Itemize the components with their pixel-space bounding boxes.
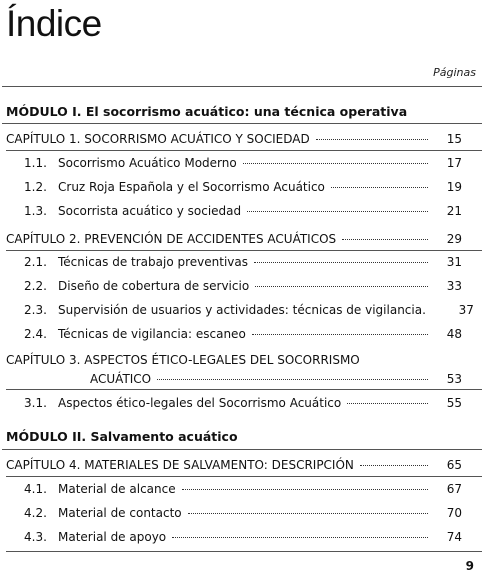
section-title: Supervisión de usuarios y actividades: técnicas de vigilancia. bbox=[58, 303, 426, 317]
top-divider bbox=[2, 86, 482, 87]
folio-page-number: 9 bbox=[465, 559, 474, 573]
toc-section-entry bbox=[24, 278, 462, 294]
module-heading: MÓDULO II. Salvamento acuático bbox=[6, 429, 238, 444]
dot-leader bbox=[316, 139, 428, 140]
page-number: 21 bbox=[446, 204, 462, 218]
section-number: 2.3. bbox=[24, 303, 47, 317]
chapter-divider bbox=[6, 476, 482, 477]
page-number: 65 bbox=[446, 458, 462, 472]
toc-section-entry bbox=[24, 254, 462, 270]
section-number: 3.1. bbox=[24, 396, 47, 410]
toc-chapter-entry bbox=[6, 231, 462, 247]
chapter-title: CAPÍTULO 4. MATERIALES DE SALVAMENTO: DESCRIPCIÓN bbox=[6, 458, 354, 472]
page-number: 33 bbox=[446, 279, 462, 293]
page-number: 53 bbox=[446, 372, 462, 386]
dot-leader bbox=[243, 163, 428, 164]
dot-leader bbox=[252, 334, 428, 335]
page-number: 48 bbox=[446, 327, 462, 341]
dot-leader bbox=[172, 537, 428, 538]
toc-section-entry bbox=[24, 326, 462, 342]
section-title: Material de alcance bbox=[58, 482, 176, 496]
chapter-divider bbox=[6, 250, 482, 251]
section-title: Cruz Roja Española y el Socorrismo Acuático bbox=[58, 180, 325, 194]
page-number: 67 bbox=[446, 482, 462, 496]
chapter-title: CAPÍTULO 3. ASPECTOS ÉTICO-LEGALES DEL SOCORRISMO bbox=[6, 353, 360, 367]
module-divider bbox=[2, 123, 482, 124]
page-number: 19 bbox=[446, 180, 462, 194]
section-number: 1.3. bbox=[24, 204, 47, 218]
section-number: 2.4. bbox=[24, 327, 47, 341]
page-number: 31 bbox=[446, 255, 462, 269]
section-title: Técnicas de vigilancia: escaneo bbox=[58, 327, 246, 341]
page-title: Índice bbox=[6, 3, 102, 44]
section-title: Aspectos ético-legales del Socorrismo Acuático bbox=[58, 396, 342, 410]
dot-leader bbox=[157, 379, 428, 380]
page-number: 37 bbox=[458, 303, 474, 317]
section-title: Material de apoyo bbox=[58, 530, 167, 544]
module-divider bbox=[2, 449, 482, 450]
dot-leader bbox=[331, 187, 428, 188]
toc-chapter-entry bbox=[6, 457, 462, 473]
toc-section-entry bbox=[24, 505, 462, 521]
chapter-title: CAPÍTULO 1. SOCORRISMO ACUÁTICO Y SOCIEDAD bbox=[6, 132, 310, 146]
toc-chapter-continuation bbox=[90, 371, 462, 387]
section-title: Técnicas de trabajo preventivas bbox=[58, 255, 249, 269]
section-number: 4.2. bbox=[24, 506, 47, 520]
chapter-divider bbox=[6, 150, 482, 151]
bottom-divider bbox=[6, 551, 482, 552]
dot-leader bbox=[347, 403, 428, 404]
dot-leader bbox=[247, 211, 428, 212]
toc-chapter-entry bbox=[6, 352, 462, 368]
page-number: 70 bbox=[446, 506, 462, 520]
page-number: 15 bbox=[446, 132, 462, 146]
section-title: Material de contacto bbox=[58, 506, 182, 520]
dot-leader bbox=[188, 513, 428, 514]
dot-leader bbox=[342, 239, 428, 240]
toc-section-entry bbox=[24, 395, 462, 411]
section-number: 1.1. bbox=[24, 156, 47, 170]
section-number: 2.1. bbox=[24, 255, 47, 269]
dot-leader bbox=[182, 489, 428, 490]
module-heading: MÓDULO I. El socorrismo acuático: una técnica operativa bbox=[6, 104, 408, 119]
page-number: 74 bbox=[446, 530, 462, 544]
toc-section-entry bbox=[24, 529, 462, 545]
chapter-divider bbox=[6, 389, 482, 390]
page-number: 29 bbox=[446, 232, 462, 246]
section-title: Socorrista acuático y sociedad bbox=[58, 204, 242, 218]
toc-section-entry bbox=[24, 203, 462, 219]
toc-section-entry bbox=[24, 179, 462, 195]
toc-section-entry bbox=[24, 302, 474, 318]
pages-column-label: Páginas bbox=[433, 66, 476, 79]
toc-section-entry bbox=[24, 155, 462, 171]
section-number: 4.3. bbox=[24, 530, 47, 544]
section-title: Diseño de cobertura de servicio bbox=[58, 279, 250, 293]
chapter-title: CAPÍTULO 2. PREVENCIÓN DE ACCIDENTES ACUÁTICOS bbox=[6, 232, 337, 246]
page-number: 55 bbox=[446, 396, 462, 410]
chapter-title-continuation: ACUÁTICO bbox=[90, 372, 152, 386]
section-number: 1.2. bbox=[24, 180, 47, 194]
dot-leader bbox=[360, 465, 428, 466]
page-number: 17 bbox=[446, 156, 462, 170]
toc-section-entry bbox=[24, 481, 462, 497]
section-title: Socorrismo Acuático Moderno bbox=[58, 156, 237, 170]
toc-chapter-entry bbox=[6, 131, 462, 147]
section-number: 2.2. bbox=[24, 279, 47, 293]
section-number: 4.1. bbox=[24, 482, 47, 496]
dot-leader bbox=[255, 286, 428, 287]
dot-leader bbox=[254, 262, 428, 263]
